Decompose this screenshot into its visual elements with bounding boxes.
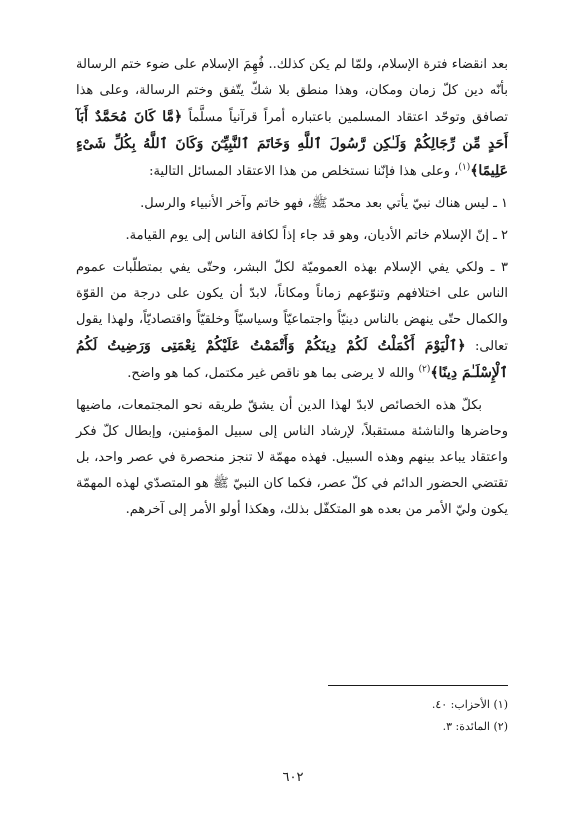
footnote-divider [328,685,508,686]
page-number: ٦٠٢ [282,770,304,785]
footnote-1: (١) الأحزاب: ٤٠. [431,698,508,711]
paragraph-1-text: بعد انقضاء فترة الإسلام، ولمّا لم يكن كذلك.. فُهِمَ الإسلام على ضوء ختم الرسالة بأنّه دين كلّ زمان ومكان، وهذا منطق بلا شكّ يتّفق وختم الرسالة، وعلى هذا تصافق وتوحّد اعتقاد المسلمين باعتباره أمراً قرآنياً مسلَّماً [76,57,508,125]
list-item-3-continuation: والله لا يرضى بما هو ناقص غير مكتمل، كما هو واضح. [127,366,419,381]
list-item-1: ١ ـ ليس هناك نبيّ يأتي بعد محمّد ﷺ، فهو خاتم وآخر الأنبياء والرسل. [140,196,508,211]
footnote-2: (٢) المائدة: ٣. [442,720,508,733]
footnotes [76,694,508,738]
list-item-3-text: ٣ ـ ولكي يفي الإسلام بهذه العموميّة لكلّ البشر، وحتّى يفي بمتطلّبات عموم الناس على اختلافهم وتنوّعهم زماناً ومكاناً، لابدّ أن يكون على درجة من القوّة والكمال حتّى ينهض بالناس دينيّاً واجتماعيّاً وسياسيّاً وخلقيّاً واقتصاديّاً، ولهذا يقول تعالى: [76,260,508,354]
paragraph-final: بكلّ هذه الخصائص لابدّ لهذا الدين أن يشقّ طريقه نحو المجتمعات، ماضيها وحاضرها والناشئة مستقبلاً، لإرشاد الناس إلى سبيل المؤمنين، وإبطال كلّ فكر واعتقاد يباعد بينهم وهذه السبيل. فهذه مهمّة لا تنجز منحصرة في عصر واحد، بل تقتضي الحضور الدائم في كلّ عصر، فكما كان النبيّ ﷺ هو المتصدّي لهذه المهمّة يكون وليّ الأمر من بعده هو المتكفّل بذلك، وهكذا أولو الأمر إلى آخرهم. [76,398,508,517]
paragraph-1-continuation: ، وعلى هذا فإنّنا نستخلص من هذا الاعتقاد المسائل التالية: [149,164,459,179]
footnote-ref-1: (١) [458,162,471,173]
list-item-2: ٢ ـ إنّ الإسلام خاتم الأديان، وهو قد جاء إذاً لكافة الناس إلى يوم القيامة. [125,228,508,243]
list-item-3 [76,255,508,387]
footnote-ref-2: (٢) [418,364,431,375]
quran-verse-al-ahzab: ﴿مَّا كَانَ مُحَمَّدٌ أَبَآ أَحَدٍ مِّن رِّجَالِكُمْ وَلَـٰكِن رَّسُولَ ٱللَّهِ وَخَاتَمَ ٱلنَّبِيِّـۧنَ وَكَانَ ٱللَّهُ بِكُلِّ شَىْءٍ عَلِيمًا﴾ [76,109,508,179]
quran-verse-al-maidah: ﴿ٱلْيَوْمَ أَكْمَلْتُ لَكُمْ دِينَكُمْ وَأَتْمَمْتُ عَلَيْكُمْ نِعْمَتِى وَرَضِيتُ لَكُمُ ٱلْإِسْلَـٰمَ دِينًا﴾ [76,338,508,381]
paragraph-1 [76,52,508,185]
body-text [76,52,508,523]
